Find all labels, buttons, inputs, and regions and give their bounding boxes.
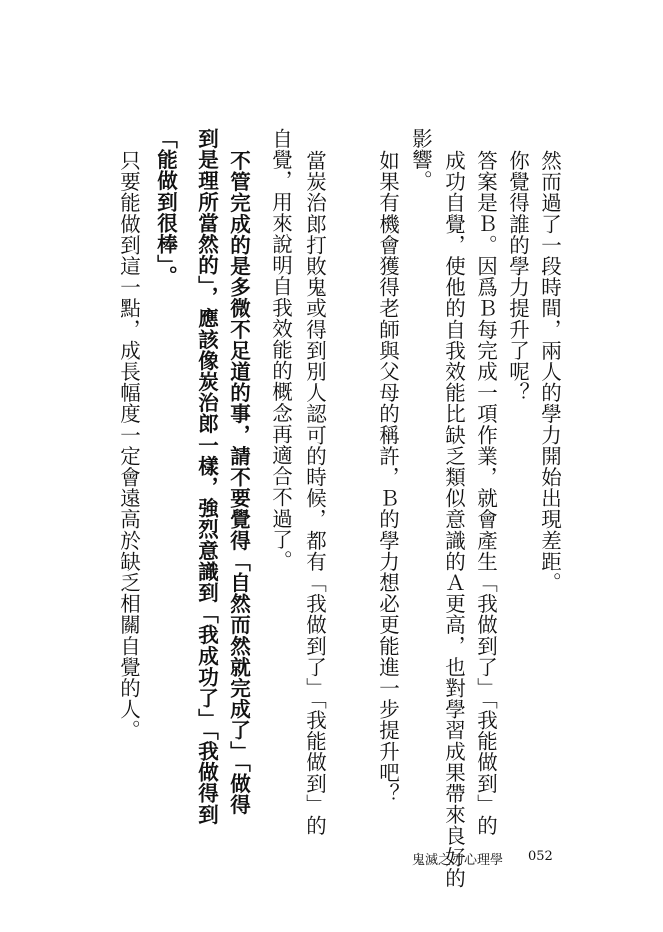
text-column-3: 答案是Ｂ。因爲Ｂ每完成一項作業，就會產生「我做到了」「我能做到」的 [473,150,498,837]
text-column-6: 如果有機會獲得老師與父母的稱許，Ｂ的學力想必更能進一步提升吧？ [375,150,400,805]
text-column-11: 「能做到很棒」。 [153,128,178,287]
text-column-9: 不管完成的是多微不足道的事，請不要覺得「自然而然就完成了」「做得 [226,150,251,815]
text-column-12: 只要能做到這一點，成長幅度一定會遠高於缺乏相關自覺的人。 [116,150,141,741]
text-column-5: 影響。 [408,128,433,192]
text-column-10: 到是理所當然的」，應該像炭治郎一樣，強烈意識到「我成功了」「我做得到 [194,128,219,825]
text-column-8: 自覺，用來說明自我效能的概念再適合不過了。 [268,128,293,572]
running-footer-title: 鬼滅之刃心理學 [412,853,504,868]
text-column-1: 然而過了一段時間，兩人的學力開始出現差距。 [537,150,562,594]
text-column-4: 成功自覺，使他的自我效能比缺乏類似意識的Ａ更高，也對學習成果帶來良好的 [441,150,466,889]
page-number: 052 [528,849,553,864]
text-column-2: 你覺得誰的學力提升了呢？ [505,150,530,404]
text-column-7: 當炭治郎打敗鬼或得到別人認可的時候，都有「我做到了」「我能做到」的 [302,150,327,837]
